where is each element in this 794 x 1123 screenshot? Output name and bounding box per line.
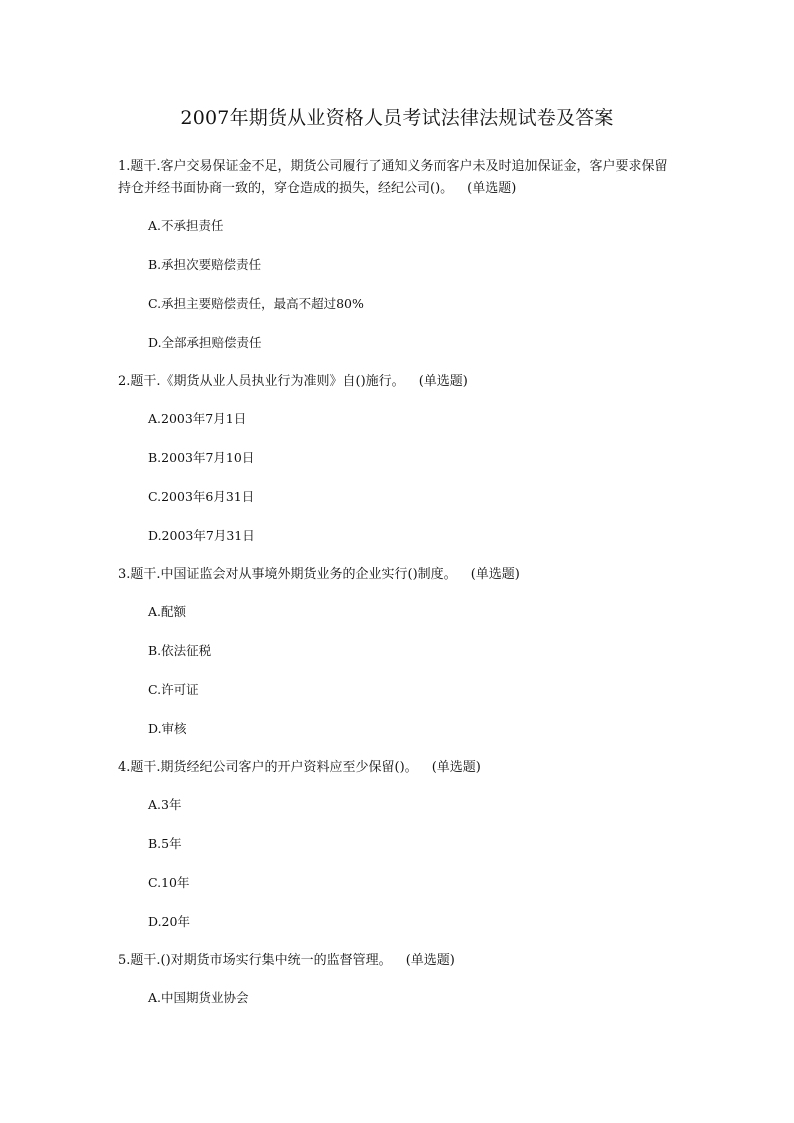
answer-option: D.审核: [148, 721, 187, 736]
answer-option: C.2003年6月31日: [148, 489, 255, 504]
answer-option: A.2003年7月1日: [148, 411, 247, 426]
question-text: 4.题干.期货经纪公司客户的开户资料应至少保留()。: [118, 760, 418, 775]
answer-option: A.配额: [148, 604, 187, 619]
answer-option: C.许可证: [148, 682, 199, 697]
answer-option: B.依法征税: [148, 643, 212, 658]
question-text: 3.题干.中国证监会对从事境外期货业务的企业实行()制度。: [118, 567, 457, 582]
answer-option: A.不承担责任: [148, 218, 224, 233]
question-type: (单选题): [418, 374, 468, 389]
question-stem: [118, 950, 678, 972]
answer-option: B.承担次要赔偿责任: [148, 257, 262, 272]
answer-option: A.3年: [148, 797, 182, 812]
answer-option: A.中国期货业协会: [148, 990, 249, 1005]
question-type: (单选题): [470, 567, 520, 582]
question-block: [118, 156, 678, 354]
question-list: [118, 156, 678, 1026]
answer-option: C.10年: [148, 875, 190, 890]
question-text: 1.题干.客户交易保证金不足，期货公司履行了通知义务而客户未及时追加保证金，客户要求保留持仓并经书面协商一致的，穿仓造成的损失，经纪公司()。: [118, 159, 668, 196]
question-stem: [118, 564, 678, 586]
answer-option: D.20年: [148, 914, 190, 929]
answer-option: D.2003年7月31日: [148, 528, 255, 543]
question-block: [118, 371, 678, 547]
answer-option: B.5年: [148, 836, 182, 851]
question-block: [118, 950, 678, 1009]
question-text: 2.题干.《期货从业人员执业行为准则》自()施行。: [118, 374, 405, 389]
question-text: 5.题干.()对期货市场实行集中统一的监督管理。: [118, 953, 392, 968]
question-type: (单选题): [431, 760, 481, 775]
question-block: [118, 564, 678, 740]
question-stem: [118, 371, 678, 393]
question-stem: [118, 757, 678, 779]
answer-option: C.承担主要赔偿责任，最高不超过80%: [148, 296, 364, 311]
answer-option: D.全部承担赔偿责任: [148, 335, 262, 350]
answer-option: B.2003年7月10日: [148, 450, 255, 465]
question-stem: [118, 156, 678, 200]
question-type: (单选题): [405, 953, 455, 968]
question-block: [118, 757, 678, 933]
page-title: 2007年期货从业资格人员考试法律法规试卷及答案: [180, 107, 614, 129]
question-type: (单选题): [467, 181, 517, 196]
